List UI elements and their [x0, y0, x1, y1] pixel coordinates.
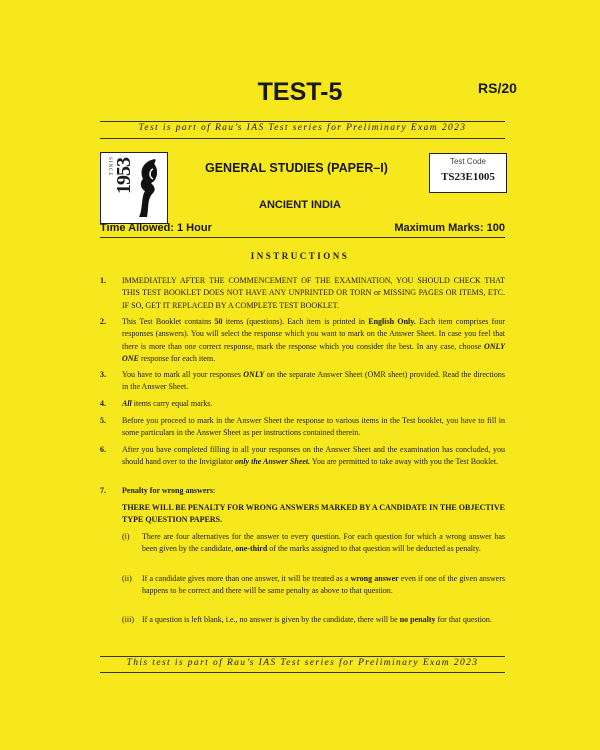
test-code-value: TS23E1005: [441, 171, 495, 183]
penalty-point: (ii) If a candidate gives more than one answer, it will be treated as a wrong answer even if one of the given answers happens to be correct and there will be same penalty as above to that question.: [122, 574, 505, 596]
institute-logo: [100, 152, 168, 224]
instruction-item: 2. This Test Booklet contains 50 items (questions). Each item is printed in English Only. Each item comprises four responses (answers). You will select the response which you want to mark on the Answer Sheet. In case you feel that there is more than one correct response, mark the response which you consider the best. In any case, choose ONLY ONE response for each item.: [100, 317, 505, 363]
instruction-item: 1. IMMEDIATELY AFTER THE COMMENCEMENT OF THE EXAMINATION, YOU SHOULD CHECK THAT THIS TEST BOOKLET DOES NOT HAVE ANY UNPRINTED OR TORN or MISSING PAGES OR ITEMS, ETC. IF SO, GET IT REPLACED BY A COMPLETE TEST BOOKLET.: [100, 276, 505, 310]
penalty-notice: THERE WILL BE PENALTY FOR WRONG ANSWERS MARKED BY A CANDIDATE IN THE OBJECTIVE TYPE QUESTION PAPERS.: [122, 503, 505, 525]
divider: [100, 121, 505, 122]
instructions-heading: INSTRUCTIONS: [250, 251, 350, 261]
instruction-item: 4. All items carry equal marks.: [100, 399, 213, 408]
divider: [100, 672, 505, 673]
divider: [100, 237, 505, 238]
paper-title: GENERAL STUDIES (PAPER–I): [205, 161, 388, 175]
logo-year: 1953: [113, 158, 135, 194]
logo-since: SINCE: [107, 157, 112, 177]
penalty-point: (iii) If a question is left blank, i.e., no answer is given by the candidate, there will be no penalty for that question.: [122, 615, 492, 624]
instruction-item: 5. Before you proceed to mark in the Answer Sheet the response to various items in the Test booklet, you have to fill in some particulars in the Answer Sheet as per instructions contained therein.: [100, 416, 505, 438]
tagline-top: Test is part of Rau’s IAS Test series for Preliminary Exam 2023: [138, 123, 467, 133]
series-code: RS/20: [478, 80, 517, 96]
divider: [100, 138, 505, 139]
tagline-bottom: This test is part of Rau’s IAS Test series for Preliminary Exam 2023: [126, 658, 479, 668]
test-code-label: Test Code: [449, 157, 487, 166]
test-title: TEST-5: [257, 78, 343, 106]
instruction-item: 3. You have to mark all your responses ONLY on the separate Answer Sheet (OMR sheet) provided. Read the directions in the Answer Sheet.: [100, 370, 505, 392]
divider: [100, 656, 505, 657]
time-allowed: Time Allowed: 1 Hour: [100, 222, 212, 234]
penalty-point: (i) There are four alternatives for the answer to every question. For each question for which a wrong answer has been given by the candidate, one-third of the marks assigned to that question will be deducted as penalty.: [122, 532, 505, 554]
instruction-item: 6. After you have completed filling in all your responses on the Answer Sheet and the examination has concluded, you should hand over to the Invigilator only the Answer Sheet. You are permitted to take away with you the Test Booklet.: [100, 445, 505, 467]
test-code-box: [429, 153, 507, 193]
instruction-item: 7. Penalty for wrong answers:: [100, 486, 216, 495]
subject-title: ANCIENT INDIA: [259, 199, 341, 211]
maximum-marks: Maximum Marks: 100: [394, 222, 505, 234]
